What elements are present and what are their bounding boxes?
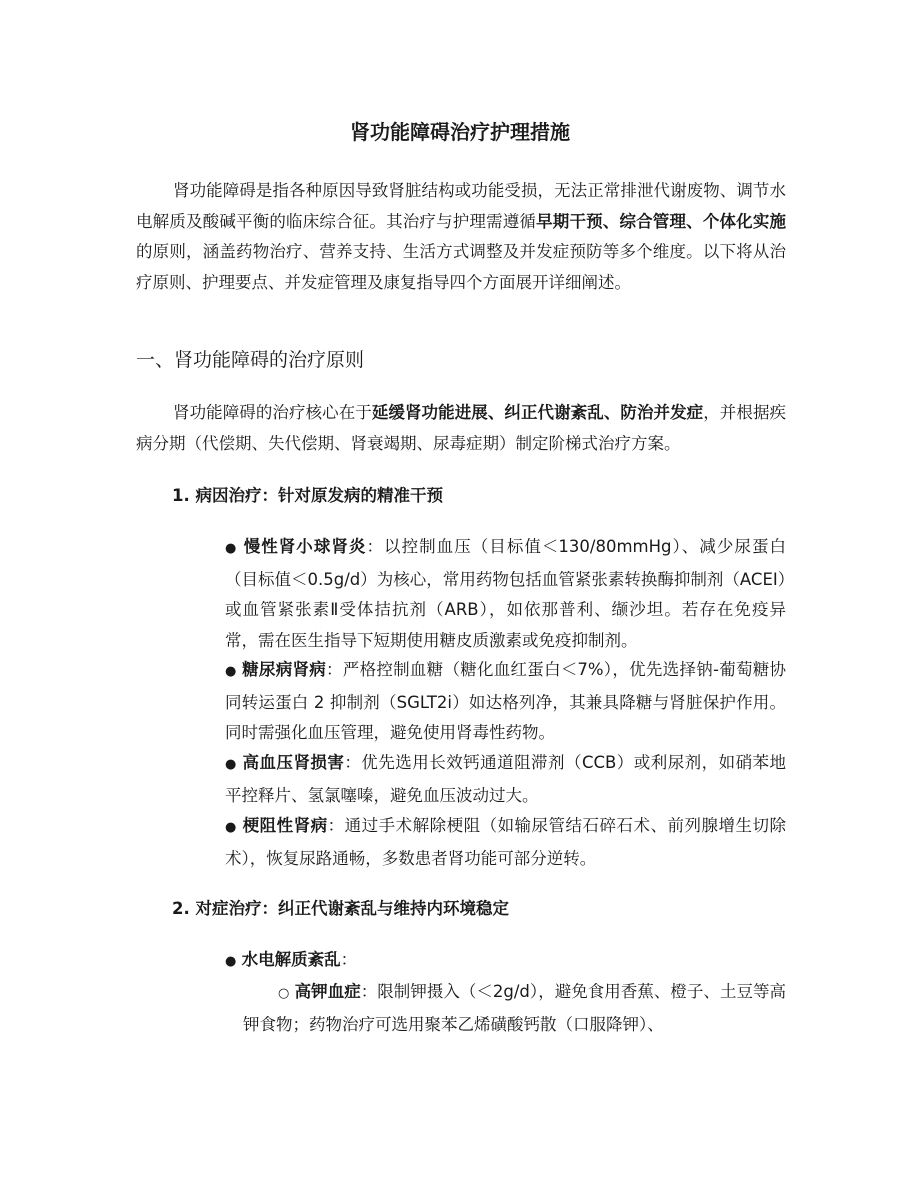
list-item-text: ：通过手术解除梗阻（如输尿管结石碎石术、前列腺增生切除术），恢复尿路通畅，多数患者肾功能可部分逆转。 — [225, 816, 787, 868]
subsection-heading-1: 1. 病因治疗：针对原发病的精准干预 — [172, 486, 443, 505]
core-text-1: 肾功能障碍的治疗核心在于 — [173, 403, 372, 422]
bullet-icon: ● — [225, 954, 237, 969]
list-item-text: ：以控制血压（目标值＜130/80mmHg）、减少尿蛋白（目标值＜0.5g/d）为核心，常用药物包括血管紧张素转换酶抑制剂（ACEI）或血管紧张素Ⅱ受体拮抗剂（ARB），如依那普利、缬沙坦。若存在免疫异常，需在医生指导下短期使用糖皮质激素或免疫抑制剂。 — [225, 537, 787, 650]
list-item — [225, 532, 786, 656]
list-item-text: ：严格控制血糖（糖化血红蛋白＜7%），优先选择钠-葡萄糖协同转运蛋白 2 抑制剂（SGLT2i）如达格列净，其兼具降糖与肾脏保护作用。同时需强化血压管理，避免使用肾毒性药物。 — [225, 660, 787, 742]
list-item-text: ： — [340, 950, 358, 969]
intro-paragraph — [136, 176, 786, 298]
list-item — [225, 655, 786, 749]
sub-list-item — [243, 977, 786, 1040]
list-item-term: 糖尿病肾病 — [242, 660, 327, 679]
list-item-term: 梗阻性肾病 — [242, 816, 328, 835]
section-heading-1: 一、肾功能障碍的治疗原则 — [136, 349, 365, 371]
list-item — [225, 811, 786, 874]
intro-bold-principles: 早期干预、综合管理、个体化实施 — [536, 211, 787, 231]
list-item-term: 高血压肾损害 — [242, 753, 345, 772]
bullet-icon: ● — [225, 757, 237, 772]
core-bold: 延缓肾功能进展、纠正代谢紊乱、防治并发症 — [371, 403, 704, 422]
bullet-icon: ● — [225, 820, 237, 835]
page-title: 肾功能障碍治疗护理措施 — [350, 120, 570, 144]
sub-list-item-term: 高钾血症 — [294, 982, 361, 1001]
circle-bullet-icon: ○ — [278, 986, 290, 1001]
list-item-term: 慢性肾小球肾炎 — [243, 537, 367, 556]
list-item-text: ：优先选用长效钙通道阻滞剂（CCB）或利尿剂，如硝苯地平控释片、氢氯噻嗪，避免血压波动过大。 — [225, 753, 787, 805]
list-item — [225, 945, 786, 978]
core-text-2: ，并根据疾病分期（代偿期、失代偿期、肾衰竭期、尿毒症期）制定阶梯式治疗方案。 — [136, 403, 787, 453]
sub-list-item-text: ：限制钾摄入（＜2g/d），避免食用香蕉、橙子、土豆等高钾食物；药物治疗可选用聚苯乙烯磺酸钙散（口服降钾）、 — [243, 982, 787, 1034]
list-item-term: 水电解质紊乱 — [241, 950, 341, 969]
list-item — [225, 748, 786, 811]
core-paragraph — [136, 398, 786, 459]
bullet-icon: ● — [225, 664, 237, 679]
subsection-heading-2: 2. 对症治疗：纠正代谢紊乱与维持内环境稳定 — [172, 899, 509, 918]
intro-text-2: 的原则，涵盖药物治疗、营养支持、生活方式调整及并发症预防等多个维度。以下将从治疗原则、护理要点、并发症管理及康复指导四个方面展开详细阐述。 — [136, 242, 786, 292]
intro-text-1: 肾功能障碍是指各种原因导致肾脏结构或功能受损，无法正常排泄代谢废物、调节水电解质及酸碱平衡的临床综合征。其治疗与护理需遵循 — [136, 181, 786, 231]
bullet-icon: ● — [225, 541, 238, 556]
